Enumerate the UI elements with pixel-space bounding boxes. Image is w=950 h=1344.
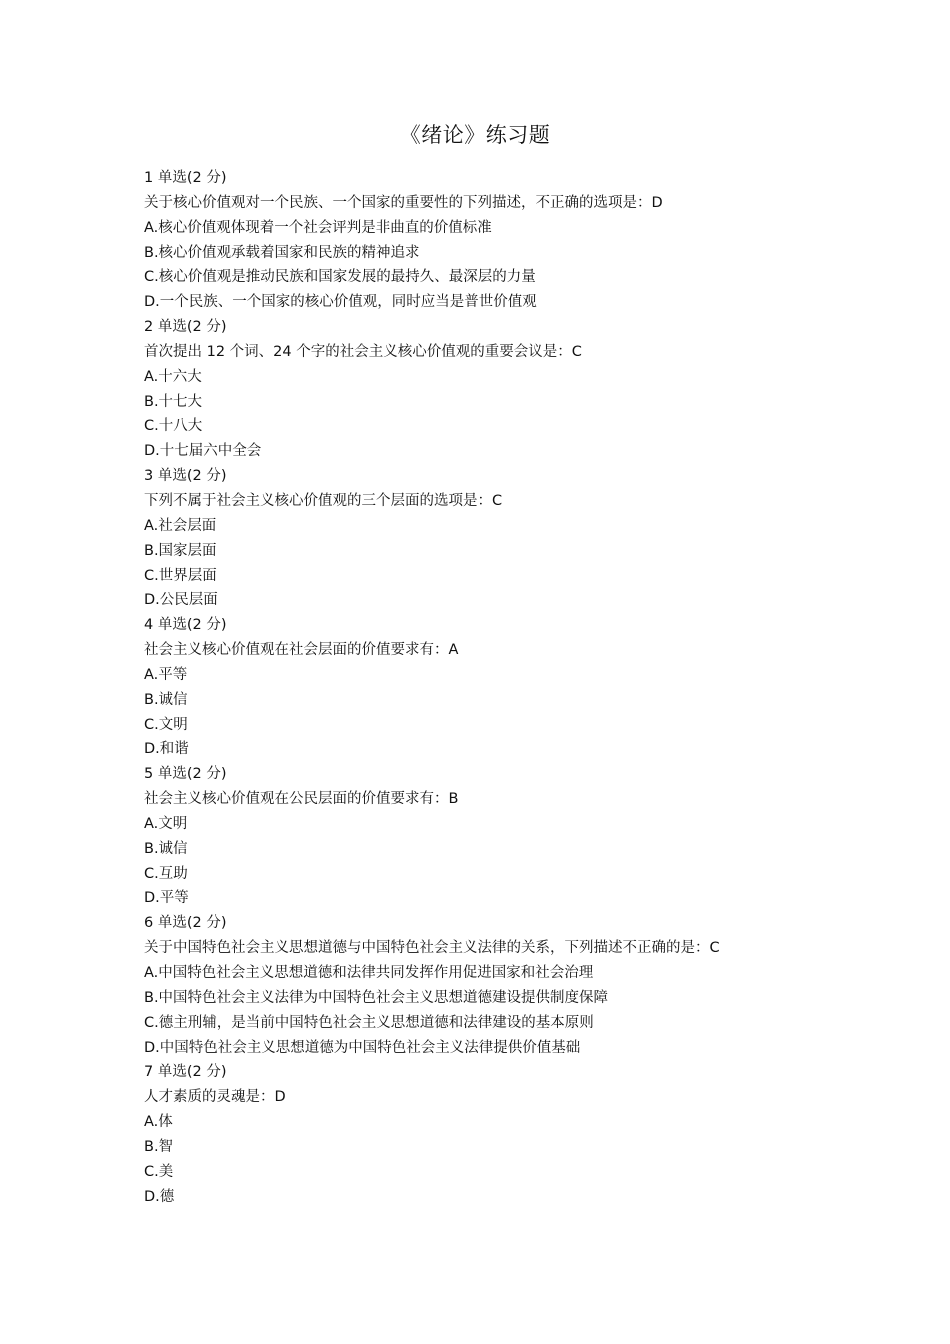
option-c: C.十八大	[144, 418, 203, 435]
question-7	[144, 1060, 844, 1209]
option-a: A.核心价值观体现着一个社会评判是非曲直的价值标准	[144, 219, 492, 236]
option-a: A.体	[144, 1114, 173, 1131]
option-b: B.中国特色社会主义法律为中国特色社会主义思想道德建设提供制度保障	[144, 989, 609, 1006]
question-stem: 首次提出 12 个词、24 个字的社会主义核心价值观的重要会议是：C	[144, 343, 582, 360]
question-header: 6 单选(2 分)	[144, 915, 227, 932]
question-5	[144, 762, 844, 911]
option-d: D.十七届六中全会	[144, 443, 262, 460]
question-2	[144, 315, 844, 464]
question-stem: 关于核心价值观对一个民族、一个国家的重要性的下列描述，不正确的选项是：D	[144, 194, 663, 211]
question-header: 1 单选(2 分)	[144, 170, 227, 186]
option-a: A.中国特色社会主义思想道德和法律共同发挥作用促进国家和社会治理	[144, 965, 594, 981]
question-6	[144, 911, 844, 1060]
option-d: D.德	[144, 1188, 175, 1205]
question-4	[144, 613, 844, 762]
question-header: 3 单选(2 分)	[144, 468, 227, 485]
option-d: D.公民层面	[144, 592, 218, 609]
question-1	[144, 166, 844, 315]
question-stem: 下列不属于社会主义核心价值观的三个层面的选项是：C	[144, 492, 503, 509]
question-stem: 社会主义核心价值观在社会层面的价值要求有：A	[144, 642, 459, 659]
option-d: D.和谐	[144, 741, 189, 758]
option-b: B.核心价值观承载着国家和民族的精神追求	[144, 244, 420, 261]
option-c: C.互助	[144, 865, 188, 882]
option-d: D.平等	[144, 890, 189, 907]
option-d: D.中国特色社会主义思想道德为中国特色社会主义法律提供价值基础	[144, 1039, 581, 1056]
option-c: C.德主刑辅，是当前中国特色社会主义思想道德和法律建设的基本原则	[144, 1014, 594, 1031]
option-d: D.一个民族、一个国家的核心价值观，同时应当是普世价值观	[144, 294, 537, 311]
option-b: B.国家层面	[144, 542, 217, 559]
question-stem: 人才素质的灵魂是：D	[144, 1089, 286, 1106]
option-a: A.十六大	[144, 368, 202, 385]
question-header: 4 单选(2 分)	[144, 617, 227, 634]
option-a: A.平等	[144, 666, 188, 683]
option-c: C.核心价值观是推动民族和国家发展的最持久、最深层的力量	[144, 269, 536, 286]
option-a: A.社会层面	[144, 517, 217, 534]
option-c: C.文明	[144, 716, 188, 733]
question-3	[144, 464, 844, 613]
question-stem: 关于中国特色社会主义思想道德与中国特色社会主义法律的关系，下列描述不正确的是：C	[144, 940, 720, 957]
question-header: 2 单选(2 分)	[144, 319, 227, 336]
question-list	[144, 166, 844, 1209]
option-b: B.智	[144, 1138, 174, 1155]
document-title: 《绪论》练习题	[399, 123, 551, 147]
option-a: A.文明	[144, 815, 188, 832]
question-header: 5 单选(2 分)	[144, 766, 227, 783]
question-header: 7 单选(2 分)	[144, 1064, 227, 1081]
option-b: B.诚信	[144, 840, 188, 857]
option-b: B.十七大	[144, 393, 203, 410]
option-b: B.诚信	[144, 691, 188, 708]
option-c: C.世界层面	[144, 567, 217, 584]
question-stem: 社会主义核心价值观在公民层面的价值要求有：B	[144, 791, 459, 808]
option-c: C.美	[144, 1163, 174, 1180]
